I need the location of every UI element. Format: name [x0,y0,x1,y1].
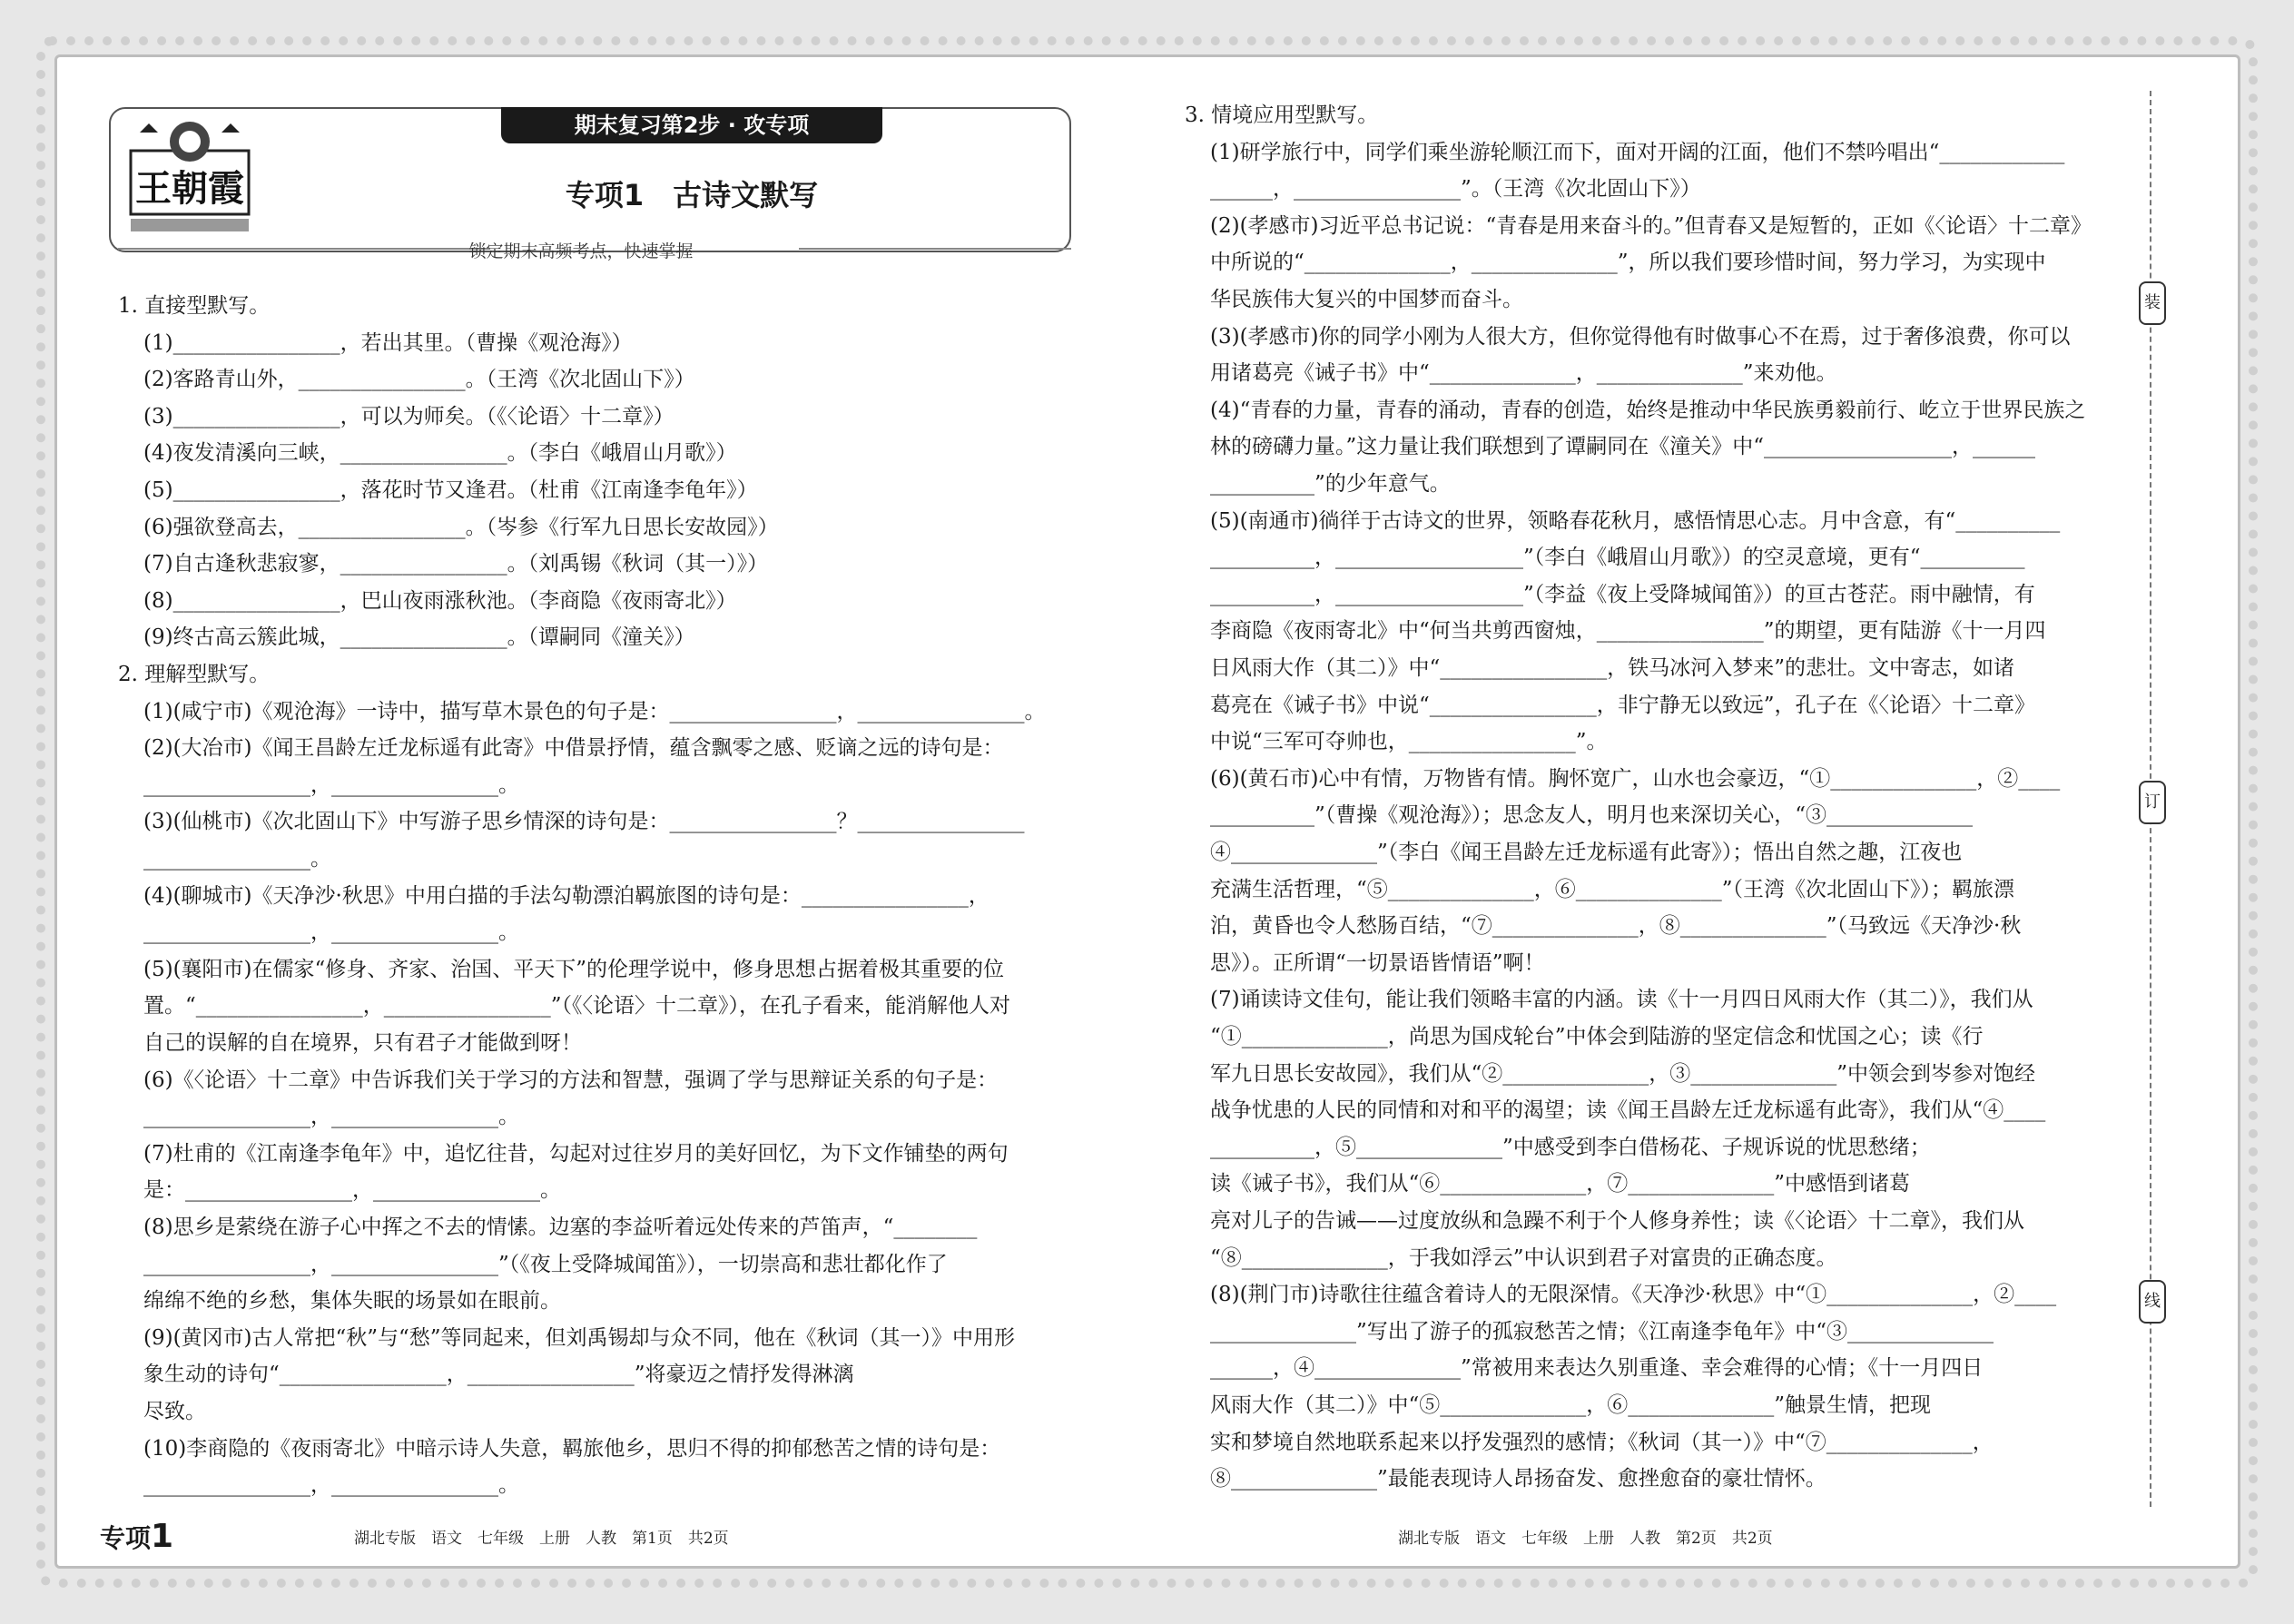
question-continuation: ⑧______________”最能表现诗人昂扬奋发、愈挫愈奋的豪壮情怀。 [1210,1467,1826,1491]
footer-label-number: 1 [151,1518,174,1555]
question-continuation: __________”（曹操《观沧海》）；思念友人，明月也来深切关心，“③______________ [1210,803,1974,828]
question-continuation: 实和梦境自然地联系起来以抒发强烈的感情；《秋词（其一）》中“⑦______________， [1210,1430,1994,1454]
question-item: (8)(荆门市)诗歌往往蕴含着诗人的无限深情。《天净沙·秋思》中“①______________，②____ [1210,1283,2057,1307]
question-item: (9)(黄冈市)古人常把“秋”与“愁”等同起来，但刘禹锡却与众不同，他在《秋词（其一）》中用形 [143,1325,1016,1350]
question-continuation: 战争忧患的人民的同情和对和平的渴望；读《闻王昌龄左迁龙标遥有此寄》，我们从“④____ [1210,1098,2046,1123]
question-continuation: ________________，________________。 [143,1105,519,1129]
question-continuation: 用诸葛亮《诫子书》中“______________，______________”来劝他。 [1210,361,1837,386]
question-item: (1)________________，若出其里。（曹操《观沧海》） [143,330,633,355]
question-item: (6)强欲登高去，________________。（岑参《行军九日思长安故园》） [143,515,779,539]
question-item: (2)(大冶市)《闻王昌龄左迁龙标遥有此寄》中借景抒情，蕴含飘零之感、贬谪之远的诗句是： [143,736,1004,761]
question-continuation: __________”的少年意气。 [1210,472,1451,496]
question-item: (1)研学旅行中，同学们乘坐游轮顺江而下，面对开阔的江面，他们不禁吟唱出“____________ [1210,140,2065,164]
question-item: (9)终古高云簇此城，________________。（谭嗣同《潼关》） [143,625,695,650]
question-continuation: ______________”写出了游子的孤寂愁苦之情；《江南逢李龟年》中“③______________ [1210,1319,1994,1343]
question-continuation: ④______________”（李白《闻王昌龄左迁龙标遥有此寄》）；悟出自然之趣，江夜也 [1210,841,1963,864]
subtitle-rule-right [799,248,1071,250]
question-continuation: 是：________________，________________。 [143,1178,561,1203]
question-item: (4)(聊城市)《天净沙·秋思》中用白描的手法勾勒漂泊羁旅图的诗句是：________________， [143,883,989,908]
question-item: (7)自古逢秋悲寂寥，________________。（刘禹锡《秋词（其一）》） [143,552,769,576]
question-item: (7)杜甫的《江南逢李龟年》中，追忆往昔，勾起对过往岁月的美好回忆，为下文作铺垫的两句 [143,1141,1009,1166]
footer-info-right: 湖北专版 语文 七年级 上册 人教 第2页 共2页 [1398,1530,1773,1548]
question-item: (8)思乡是萦绕在游子心中挥之不去的情愫。边塞的李益听着远处传来的芦笛声，“________ [143,1216,978,1239]
question-continuation: 中所说的“______________，______________”，所以我们要珍惜时间，努力学习，为实现中 [1210,251,2046,275]
question-continuation: ______，________________”。（王湾《次北固山下》） [1210,177,1701,202]
question-item: (4)“青春的力量，青春的涌动，青春的创造，始终是推动中华民族勇毅前行、屹立于世界民族之 [1210,398,2086,422]
question-continuation: ______，④______________”常被用来表达久别重逢、幸会难得的心情；《十一月四日 [1210,1356,1984,1381]
question-item: (5)(襄阳市)在儒家“修身、齐家、治国、平天下”的伦理学说中，修身思想占据着极其重要的位 [143,957,1005,981]
question-continuation: 尽致。 [143,1400,206,1423]
question-continuation: __________，__________________”（李益《夜上受降城闻笛》）的亘古苍茫。雨中融情，有 [1210,582,2035,606]
header-box [109,107,1071,252]
question-continuation: 中说“三军可夺帅也，________________”。 [1210,730,1608,754]
question-continuation: 林的磅礴力量。”这力量让我们联想到了谭嗣同在《潼关》中“__________________，______ [1210,435,2036,459]
page-title: 专项1 古诗文默写 [565,178,819,212]
question-continuation: 充满生活哲理，“⑤______________，⑥______________”（王湾《次北固山下》）；羁旅漂 [1210,877,2015,901]
question-continuation: ________________，________________”（《夜上受降城闻笛》），一切崇高和悲壮都化作了 [143,1252,948,1276]
question-continuation: 象生动的诗句“________________，________________”将豪迈之情抒发得淋漓 [143,1363,854,1387]
question-continuation: 置。“________________，________________”（《〈论语〉十二章》），在孔子看来，能消解他人对 [143,994,1011,1019]
question-continuation: ________________。 [143,847,331,871]
section-tag: 期末复习第2步 · 攻专项 [501,107,882,143]
question-heading: 3. 情境应用型默写。 [1185,103,1379,127]
question-continuation: 李商隐《夜雨寄北》中“何当共剪西窗烛，________________”的期望，更有陆游《十一月四 [1210,619,2046,644]
question-item: (10)李商隐的《夜雨寄北》中暗示诗人失意，羁旅他乡，思归不得的抑郁愁苦之情的诗句是： [143,1436,1001,1461]
logo-emblem-icon [122,114,258,241]
question-continuation: 华民族伟大复兴的中国梦而奋斗。 [1210,288,1523,311]
question-continuation: 绵绵不绝的乡愁，集体失眠的场景如在眼前。 [143,1289,561,1314]
question-heading: 2. 理解型默写。 [118,663,271,686]
question-continuation: 风雨大作（其二）》中“⑤______________，⑥______________”触景生情，把现 [1210,1393,1932,1417]
question-continuation: __________，⑤______________”中感受到李白借杨花、子规诉说的忧思愁绪； [1210,1135,1931,1159]
question-continuation: 思》）。正所谓“一切景语皆情语”啊！ [1210,950,1545,975]
question-item: (1)(咸宁市)《观沧海》一诗中，描写草木景色的句子是：________________，________________。 [143,699,1046,723]
question-item: (2)(孝感市)习近平总书记说：“青春是用来奋斗的。”但青春又是短暂的，正如《〈论语〉十二章》 [1210,213,2092,238]
binding-mark-xian: 线 [2139,1280,2166,1324]
binding-mark-ding: 订 [2139,781,2166,824]
question-item: (6)《〈论语〉十二章》中告诉我们关于学习的方法和智慧，强调了学与思辩证关系的句子是： [143,1068,999,1092]
question-continuation: 葛亮在《诫子书》中说“________________，非宁静无以致远”，孔子在《〈论语〉十二章》 [1210,693,2036,717]
svg-text:王朝霞: 王朝霞 [135,167,244,210]
footer-label-text: 专项 [100,1523,152,1553]
question-item: (4)夜发清溪向三峡，________________。（李白《峨眉山月歌》） [143,441,737,466]
footer-info-left: 湖北专版 语文 七年级 上册 人教 第1页 共2页 [354,1530,729,1548]
question-item: (7)诵读诗文佳句，能让我们领略丰富的内涵。读《十一月四日风雨大作（其二）》，我们从 [1210,988,2033,1012]
question-continuation: 军九日思长安故园》，我们从“②______________，③______________”中领会到岑参对饱经 [1210,1061,2036,1086]
question-continuation: 泊，黄昏也令人愁肠百结，“⑦______________，⑧______________”（马致远《天净沙·秋 [1210,914,2022,939]
question-item: (2)客路青山外，________________。（王湾《次北固山下》） [143,368,695,392]
question-continuation: 亮对儿子的告诫——过度放纵和急躁不利于个人修身养性；读《〈论语〉十二章》，我们从 [1210,1209,2024,1233]
question-continuation: 读《诫子书》，我们从“⑥______________，⑦______________”中感悟到诸葛 [1210,1172,1911,1196]
binding-mark-zhuang: 装 [2139,281,2166,325]
question-item: (5)________________，落花时节又逢君。（杜甫《江南逢李龟年》） [143,478,758,502]
question-item: (8)________________，巴山夜雨涨秋池。（李商隐《夜雨寄北》） [143,588,737,613]
question-item: (3)(孝感市)你的同学小刚为人很大方，但你觉得他有时做事心不在焉，过于奢侈浪费，你可以 [1210,324,2071,349]
question-continuation: “⑧______________，于我如浮云”中认识到君子对富贵的正确态度。 [1210,1245,1837,1270]
question-continuation: ________________，________________。 [143,773,519,797]
question-item: (6)(黄石市)心中有情，万物皆有情。胸怀宽广，山水也会豪迈，“①______________，②____ [1210,766,2061,791]
question-continuation: 日风雨大作（其二）》中“________________，铁马冰河入梦来”的悲壮。文中寄志，如诸 [1210,656,2015,680]
footer-section-label [100,1518,173,1555]
question-continuation: ________________，________________。 [143,1473,519,1498]
question-continuation: ________________，________________。 [143,920,519,945]
question-continuation: “①______________，尚思为国戍轮台”中体会到陆游的坚定信念和忧国之心；读《行 [1210,1025,1984,1048]
question-continuation: __________，__________________”（李白《峨眉山月歌》）的空灵意境，更有“__________ [1210,546,2025,570]
question-item: (3)(仙桃市)《次北固山下》中写游子思乡情深的诗句是：________________？________________ [143,810,1025,834]
question-item: (3)________________，可以为师矣。（《〈论语〉十二章》） [143,404,674,428]
question-heading: 1. 直接型默写。 [118,294,271,318]
question-item: (5)(南通市)徜徉于古诗文的世界，领略春花秋月，感悟情思心志。月中含意，有“__________ [1210,508,2061,533]
subtitle: 锁定期末高频考点，快速掌握 [468,241,694,261]
question-continuation: 自己的误解的自在境界，只有君子才能做到呀！ [143,1031,582,1055]
